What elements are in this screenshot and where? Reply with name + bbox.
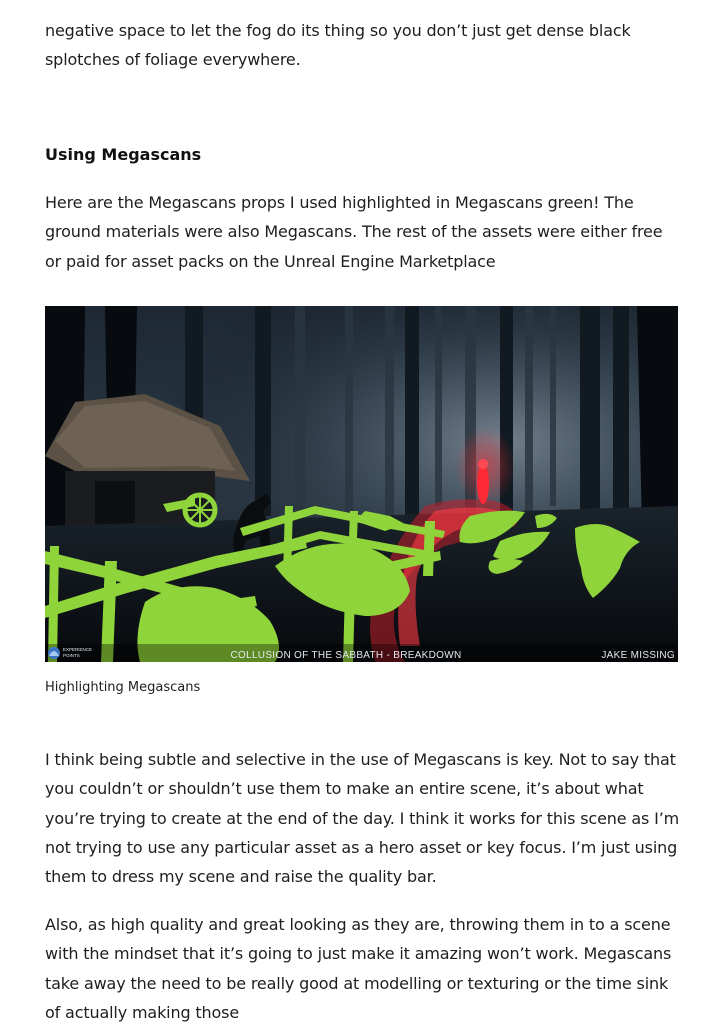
figure-caption: Highlighting Megascans [45, 680, 201, 695]
section-heading-using-megascans: Using Megascans [45, 145, 202, 164]
forest-scene-illustration [45, 306, 678, 662]
overlay-author: JAKE MISSING [601, 650, 675, 661]
logo-line-1: EXPERIENCE [63, 647, 93, 652]
paragraph-megascans-intro: Here are the Megascans props I used highlighted in Megascans green! The ground materials were also Megascans. The rest of the assets were either free or paid for asset packs on the Unreal Engine Marketplace [45, 193, 663, 271]
logo-line-2: POINTS [63, 653, 80, 658]
paragraph-negative-space: negative space to let the fog do its thing so you don’t just get dense black splotches of foliage everywhere. [45, 21, 631, 70]
megascans-breakdown-image [45, 306, 678, 662]
overlay-breakdown-title: COLLUSION OF THE SABBATH - BREAKDOWN [230, 650, 462, 661]
paragraph-subtle-selective: I think being subtle and selective in the use of Megascans is key. Not to say that you couldn’t or shouldn’t use them to make an entire scene, it’s about what you’re trying to create at the end of the day. I think it works for this scene as I’m not trying to use any particular asset as a hero asset or key focus. I’m just using them to dress my scene and raise the quality bar. [45, 750, 680, 887]
paragraph-high-quality: Also, as high quality and great looking as they are, throwing them in to a scene with the mindset that it’s going to just make it amazing won’t work. Megascans take away the need to be really good at modelling or texturing or the time sink of actually making those [45, 915, 672, 1022]
